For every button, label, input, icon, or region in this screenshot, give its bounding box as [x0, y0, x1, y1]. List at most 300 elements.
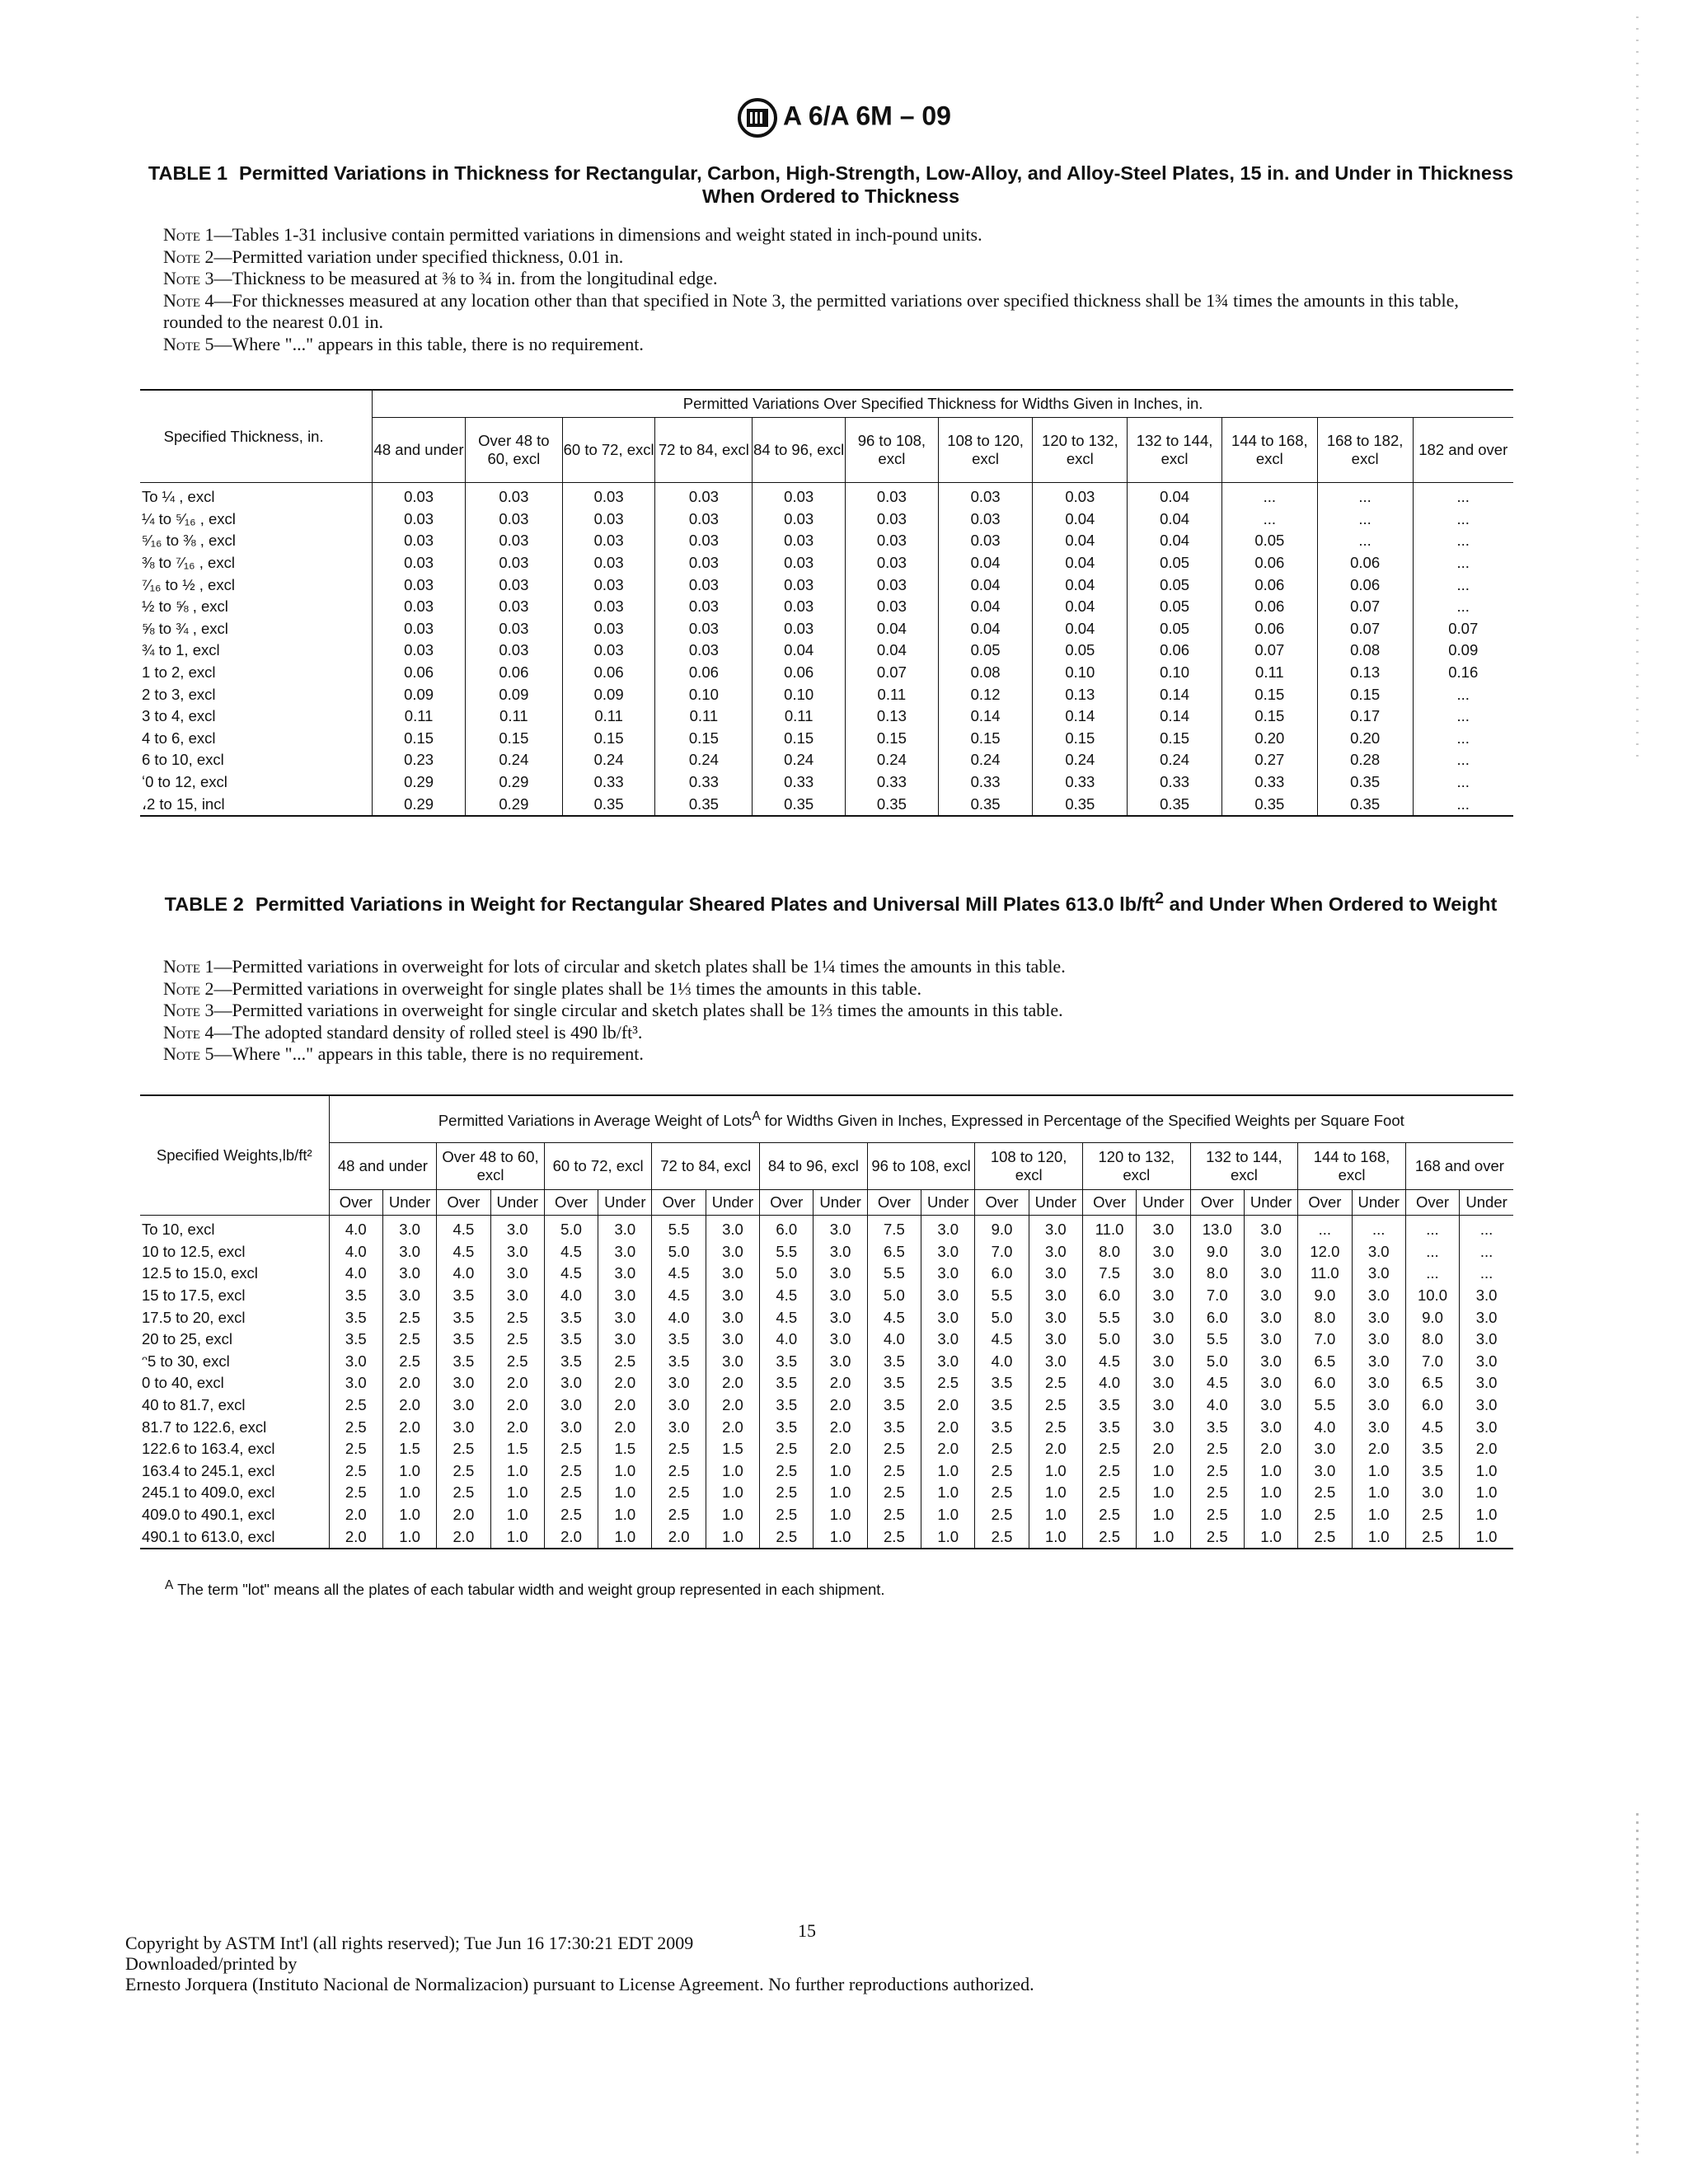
table-cell: 3.0	[1352, 1394, 1405, 1417]
table-cell: 3.0	[1244, 1306, 1297, 1329]
table-cell: 10.0	[1405, 1285, 1459, 1307]
table-cell: 0.24	[562, 749, 655, 771]
table-cell: 0.03	[373, 552, 466, 574]
table-cell: 3.5	[975, 1372, 1029, 1394]
table-cell: 4.5	[1082, 1351, 1136, 1373]
table-cell: 3.0	[1029, 1216, 1082, 1241]
table-cell: 3.0	[382, 1263, 436, 1285]
table-cell: 0.05	[1128, 574, 1222, 596]
column-header: 108 to 120, excl	[938, 418, 1033, 483]
table-cell: 2.5	[1190, 1482, 1244, 1504]
table1	[140, 389, 1513, 817]
table-cell: 0.24	[753, 749, 846, 771]
table-cell: 0.35	[1128, 793, 1222, 816]
table-cell: 3.0	[544, 1416, 598, 1438]
table-cell: 0.03	[465, 509, 562, 531]
table-cell: 3.0	[652, 1372, 706, 1394]
row-label: ⁷⁄₁₆ to ½ , excl	[142, 575, 235, 593]
table-cell: 2.5	[1405, 1504, 1459, 1526]
table-cell: 2.5	[1405, 1526, 1459, 1549]
table-row	[140, 1329, 1513, 1351]
table-cell: 1.0	[1137, 1526, 1190, 1549]
under-header: Under	[382, 1190, 436, 1216]
table-cell: 0.15	[1221, 705, 1317, 728]
table-row	[140, 1241, 1513, 1263]
table-cell: 3.5	[437, 1351, 490, 1373]
table-cell: 2.5	[1029, 1372, 1082, 1394]
table-row	[140, 552, 1513, 574]
table-cell: 4.0	[544, 1285, 598, 1307]
table-cell: 0.05	[1128, 596, 1222, 618]
row-label: 0 to 40, excl	[142, 1374, 224, 1392]
table-cell: 0.03	[465, 552, 562, 574]
table-cell: 0.04	[938, 574, 1033, 596]
table2-title-sup: 2	[1155, 889, 1165, 907]
table-cell: 1.0	[1460, 1526, 1513, 1549]
table-cell: 2.5	[1029, 1416, 1082, 1438]
table2-span-header	[329, 1095, 1513, 1143]
table-cell: 2.0	[652, 1526, 706, 1549]
table-cell: 6.0	[975, 1263, 1029, 1285]
table-cell: 3.0	[1029, 1329, 1082, 1351]
table-cell: 5.0	[1190, 1351, 1244, 1373]
table-cell: 0.09	[465, 683, 562, 705]
table-cell: 3.0	[921, 1329, 975, 1351]
footer-line: Copyright by ASTM Int'l (all rights reserved); Tue Jun 16 17:30:21 EDT 2009	[125, 1933, 694, 1953]
table-cell: 0.06	[753, 662, 846, 684]
table-cell: 0.23	[373, 749, 466, 771]
table-cell: 4.0	[867, 1329, 921, 1351]
table-cell: 3.0	[329, 1372, 382, 1394]
table-cell: 0.28	[1317, 749, 1413, 771]
table-cell: 2.0	[921, 1394, 975, 1417]
table-cell: 0.03	[655, 618, 753, 640]
table-row	[140, 1394, 1513, 1417]
note-label: Note 5	[163, 333, 214, 354]
table-cell: 2.0	[490, 1372, 544, 1394]
table-cell: 2.5	[1190, 1438, 1244, 1460]
row-label: 245.1 to 409.0, excl	[142, 1483, 275, 1502]
table-cell: 0.24	[1128, 749, 1222, 771]
row-label: ⁵⁄₁₆ to ⅜ , excl	[142, 532, 236, 550]
table-cell: 3.0	[1352, 1329, 1405, 1351]
table-cell: 3.0	[598, 1285, 652, 1307]
table-cell: 3.0	[706, 1306, 759, 1329]
table-cell: 0.15	[1033, 728, 1128, 750]
table-row	[140, 1306, 1513, 1329]
table-cell: 0.35	[1221, 793, 1317, 816]
table-cell: 2.5	[437, 1460, 490, 1483]
table-cell: 0.03	[1033, 483, 1128, 509]
table-cell: 0.10	[1128, 662, 1222, 684]
table-cell: 1.0	[1029, 1504, 1082, 1526]
footer-line: Ernesto Jorquera (Instituto Nacional de Normalizacion) pursuant to License Agreement. No further reproductions authorized.	[125, 1974, 1034, 1994]
row-label: 15 to 17.5, excl	[142, 1286, 246, 1305]
row-label: 122.6 to 163.4, excl	[142, 1440, 275, 1458]
table-cell: 5.0	[544, 1216, 598, 1241]
table-cell: 5.5	[1298, 1394, 1352, 1417]
table-cell: 3.0	[382, 1241, 436, 1263]
table-cell: 1.0	[1137, 1460, 1190, 1483]
table-cell: 1.0	[814, 1504, 867, 1526]
table-row	[140, 1504, 1513, 1526]
table-cell: 3.0	[814, 1216, 867, 1241]
table-cell: 2.5	[652, 1460, 706, 1483]
table-cell: 4.5	[437, 1216, 490, 1241]
table-cell: 0.04	[1033, 618, 1128, 640]
table-cell: 0.03	[846, 483, 939, 509]
table-cell: 3.0	[490, 1216, 544, 1241]
table-cell: 2.5	[490, 1351, 544, 1373]
row-label: 10 to 12.5, excl	[142, 1242, 246, 1260]
table-cell: 1.0	[490, 1482, 544, 1504]
table2	[140, 1094, 1513, 1549]
row-label: ⅝ to ¾ , excl	[142, 619, 228, 637]
table-cell: 0.17	[1317, 705, 1413, 728]
table-cell: 4.0	[1082, 1372, 1136, 1394]
table-cell: 3.0	[598, 1306, 652, 1329]
table-cell: 4.5	[652, 1263, 706, 1285]
under-header: Under	[706, 1190, 759, 1216]
table-cell: 0.35	[1033, 793, 1128, 816]
table-cell: 1.0	[382, 1460, 436, 1483]
table-cell: ...	[1413, 705, 1513, 728]
table-cell: 0.35	[846, 793, 939, 816]
table-cell: 4.0	[329, 1241, 382, 1263]
table-cell: 0.07	[846, 662, 939, 684]
table-cell: 3.5	[1405, 1438, 1459, 1460]
table-cell: 3.5	[760, 1394, 814, 1417]
table-cell: 3.5	[544, 1351, 598, 1373]
table-cell: 0.04	[846, 640, 939, 662]
note-label: Note 3	[163, 268, 214, 288]
table-cell: 2.5	[598, 1351, 652, 1373]
table-cell: 6.5	[1405, 1372, 1459, 1394]
table-cell: 0.04	[1033, 574, 1128, 596]
table-row	[140, 1351, 1513, 1373]
table-cell: 0.03	[373, 596, 466, 618]
table-cell: 4.0	[652, 1306, 706, 1329]
row-label: To 10, excl	[142, 1221, 215, 1239]
table-cell: 0.11	[465, 705, 562, 728]
table-cell: 3.0	[544, 1372, 598, 1394]
note-text: —Where "..." appears in this table, there is no requirement.	[213, 333, 644, 354]
table-cell: 0.24	[938, 749, 1033, 771]
table-cell: ...	[1317, 530, 1413, 552]
table-cell: 0.03	[846, 596, 939, 618]
row-label: ،2 to 15, incl	[142, 794, 225, 813]
table-cell: 2.5	[1298, 1526, 1352, 1549]
table-row	[140, 1416, 1513, 1438]
table-cell: 2.5	[975, 1482, 1029, 1504]
table-cell: 2.5	[1190, 1526, 1244, 1549]
table-cell: 0.06	[1221, 596, 1317, 618]
table-cell: 0.03	[465, 483, 562, 509]
note-text: —Permitted variations in overweight for lots of circular and sketch plates shall be 1¼ times the amounts in this table.	[213, 956, 1066, 977]
column-header: 60 to 72, excl	[562, 418, 655, 483]
table-cell: 3.0	[1460, 1285, 1513, 1307]
table-cell: 2.5	[382, 1351, 436, 1373]
table-cell: 3.0	[1137, 1285, 1190, 1307]
table-cell: 1.0	[706, 1460, 759, 1483]
table-cell: 2.5	[867, 1460, 921, 1483]
over-header: Over	[1298, 1190, 1352, 1216]
table-cell: 2.0	[382, 1394, 436, 1417]
table-cell: 2.5	[867, 1504, 921, 1526]
table-cell: 1.0	[1244, 1482, 1297, 1504]
table-cell: ...	[1413, 530, 1513, 552]
table-cell: 0.04	[1033, 509, 1128, 531]
note	[163, 290, 1515, 334]
table-cell: 3.0	[706, 1285, 759, 1307]
table-cell: 0.14	[938, 705, 1033, 728]
table-cell: 4.0	[1190, 1394, 1244, 1417]
note-label: Note 3	[163, 1000, 214, 1020]
under-header: Under	[921, 1190, 975, 1216]
table-cell: ...	[1352, 1216, 1405, 1241]
table-cell: 2.5	[544, 1438, 598, 1460]
note-text: —The adopted standard density of rolled steel is 490 lb/ft³.	[213, 1021, 643, 1043]
table-cell: 6.5	[1298, 1351, 1352, 1373]
table-cell: 2.0	[1244, 1438, 1297, 1460]
table-cell: 0.03	[373, 483, 466, 509]
table-cell: 0.04	[1033, 530, 1128, 552]
table2-span-header-sup: A	[752, 1109, 761, 1124]
table-cell: 2.5	[1082, 1482, 1136, 1504]
table-row	[140, 574, 1513, 596]
table-cell: 0.06	[373, 662, 466, 684]
table-cell: 2.5	[1190, 1460, 1244, 1483]
table-cell: ...	[1221, 483, 1317, 509]
table-cell: 2.5	[652, 1504, 706, 1526]
table-row	[140, 1460, 1513, 1483]
note-text: —Permitted variations in overweight for single circular and sketch plates shall be 1⅔ times the amounts in this table.	[213, 1000, 1063, 1020]
table-cell: 3.0	[1460, 1351, 1513, 1373]
table-cell: 0.03	[465, 574, 562, 596]
table-cell: 0.04	[753, 640, 846, 662]
table-cell: 1.0	[598, 1460, 652, 1483]
table-cell: 3.0	[1137, 1216, 1190, 1241]
table-cell: 4.0	[329, 1216, 382, 1241]
table-cell: 0.33	[562, 771, 655, 794]
table-cell: 0.05	[1128, 552, 1222, 574]
table-cell: 0.03	[938, 509, 1033, 531]
table-row	[140, 640, 1513, 662]
table-cell: 0.33	[753, 771, 846, 794]
table-cell: 4.5	[544, 1263, 598, 1285]
table-cell: 4.0	[760, 1329, 814, 1351]
table-cell: 2.5	[382, 1306, 436, 1329]
table-cell: 0.06	[1221, 618, 1317, 640]
note-text: —Thickness to be measured at ⅜ to ¾ in. from the longitudinal edge.	[213, 268, 718, 288]
table-cell: 0.09	[373, 683, 466, 705]
table-cell: 0.03	[753, 574, 846, 596]
under-header: Under	[598, 1190, 652, 1216]
under-header: Under	[814, 1190, 867, 1216]
table-cell: ...	[1413, 509, 1513, 531]
table-cell: 0.03	[373, 530, 466, 552]
table-cell: 0.05	[938, 640, 1033, 662]
table-cell: 0.08	[1317, 640, 1413, 662]
table2-span-header-a: Permitted Variations in Average Weight of Lots	[438, 1112, 753, 1130]
table-cell: ...	[1413, 771, 1513, 794]
column-header: Over 48 to 60, excl	[437, 1143, 545, 1190]
table-cell: 3.0	[706, 1263, 759, 1285]
table-cell: 3.0	[1029, 1263, 1082, 1285]
table-cell: 0.07	[1221, 640, 1317, 662]
table-cell: 0.11	[1221, 662, 1317, 684]
table-cell: 1.0	[490, 1460, 544, 1483]
table-cell: 0.13	[1033, 683, 1128, 705]
table-cell: 1.0	[1460, 1504, 1513, 1526]
table-row	[140, 530, 1513, 552]
table-cell: 0.11	[846, 683, 939, 705]
table-cell: 1.0	[382, 1482, 436, 1504]
table-cell: 3.5	[652, 1351, 706, 1373]
table-cell: 0.29	[465, 771, 562, 794]
note-label: Note 2	[163, 246, 214, 267]
table-cell: 0.03	[655, 574, 753, 596]
table-cell: 1.0	[1137, 1482, 1190, 1504]
table-cell: 0.03	[655, 596, 753, 618]
astm-logo-icon	[737, 97, 778, 138]
row-label: 12.5 to 15.0, excl	[142, 1264, 258, 1282]
table-cell: 3.5	[975, 1394, 1029, 1417]
table-cell: 0.03	[373, 618, 466, 640]
row-label: 6 to 10, excl	[142, 751, 224, 769]
table-row	[140, 509, 1513, 531]
table-cell: 3.0	[1244, 1372, 1297, 1394]
table-cell: 0.03	[938, 483, 1033, 509]
table-cell: 4.5	[760, 1285, 814, 1307]
table-cell: 0.20	[1317, 728, 1413, 750]
table-cell: 1.0	[1352, 1504, 1405, 1526]
table-cell: 3.0	[814, 1329, 867, 1351]
table-cell: 3.0	[1352, 1372, 1405, 1394]
table-cell: 1.0	[706, 1482, 759, 1504]
table-cell: 2.0	[1352, 1438, 1405, 1460]
column-header: 168 and over	[1405, 1143, 1513, 1190]
table-cell: ...	[1298, 1216, 1352, 1241]
over-header: Over	[652, 1190, 706, 1216]
table-cell: 3.0	[921, 1263, 975, 1285]
table-cell: 6.0	[1405, 1394, 1459, 1417]
table-cell: 3.0	[1137, 1416, 1190, 1438]
note-label: Note 4	[163, 289, 214, 311]
table-cell: 3.0	[1352, 1263, 1405, 1285]
table-cell: 1.0	[706, 1504, 759, 1526]
table-cell: 0.04	[1128, 530, 1222, 552]
table-cell: 3.0	[921, 1351, 975, 1373]
page-number: 15	[798, 1920, 816, 1941]
note	[163, 246, 1515, 269]
scan-artifact	[1636, 16, 1639, 758]
table-cell: 3.0	[1029, 1241, 1082, 1263]
table-cell: 2.5	[760, 1504, 814, 1526]
table-cell: 0.20	[1221, 728, 1317, 750]
table-cell: 0.15	[1128, 728, 1222, 750]
table-cell: 1.0	[1352, 1482, 1405, 1504]
table-cell: 0.06	[1221, 552, 1317, 574]
row-label: 20 to 25, excl	[142, 1330, 233, 1348]
table-cell: 5.5	[867, 1263, 921, 1285]
table-cell: 2.0	[1460, 1438, 1513, 1460]
table-cell: 3.5	[329, 1285, 382, 1307]
table-cell: 2.0	[382, 1416, 436, 1438]
table-cell: 0.09	[562, 683, 655, 705]
table-cell: ...	[1413, 728, 1513, 750]
table-cell: 3.0	[921, 1285, 975, 1307]
table-cell: 0.12	[938, 683, 1033, 705]
row-label: ½ to ⅝ , excl	[142, 598, 228, 616]
table-cell: 3.0	[921, 1306, 975, 1329]
table-cell: 3.0	[1244, 1329, 1297, 1351]
table-cell: 0.33	[1033, 771, 1128, 794]
table-cell: 1.0	[921, 1504, 975, 1526]
table-cell: 3.0	[814, 1285, 867, 1307]
table-cell: 0.15	[938, 728, 1033, 750]
table-cell: 0.27	[1221, 749, 1317, 771]
table-cell: 3.5	[1190, 1416, 1244, 1438]
table-cell: 3.5	[652, 1329, 706, 1351]
table-cell: 3.0	[1298, 1438, 1352, 1460]
table-cell: 2.0	[814, 1394, 867, 1417]
table-cell: 13.0	[1190, 1216, 1244, 1241]
table-cell: 2.5	[329, 1460, 382, 1483]
table-cell: 1.0	[921, 1460, 975, 1483]
table-cell: 3.0	[1244, 1216, 1297, 1241]
note-label: Note 4	[163, 1021, 214, 1043]
table-cell: 3.0	[1137, 1241, 1190, 1263]
table-cell: 0.03	[938, 530, 1033, 552]
table-cell: ...	[1405, 1241, 1459, 1263]
table-cell: 3.0	[1244, 1416, 1297, 1438]
table-row	[140, 1263, 1513, 1285]
table-cell: 1.0	[814, 1482, 867, 1504]
table-cell: 2.0	[706, 1372, 759, 1394]
table-cell: ...	[1317, 483, 1413, 509]
column-header: 72 to 84, excl	[652, 1143, 760, 1190]
table-cell: 3.5	[437, 1329, 490, 1351]
footer-line: Downloaded/printed by	[125, 1953, 298, 1974]
table-cell: 5.0	[652, 1241, 706, 1263]
table-cell: 1.0	[1029, 1482, 1082, 1504]
table-cell: 3.5	[867, 1416, 921, 1438]
table-cell: 0.10	[1033, 662, 1128, 684]
table-cell: 7.0	[1405, 1351, 1459, 1373]
table-cell: 3.0	[1352, 1416, 1405, 1438]
table-cell: 4.5	[975, 1329, 1029, 1351]
table-cell: 2.5	[490, 1329, 544, 1351]
table-cell: 3.0	[1029, 1306, 1082, 1329]
table-cell: 0.14	[1033, 705, 1128, 728]
table-cell: ...	[1413, 483, 1513, 509]
table-row	[140, 1285, 1513, 1307]
table2-title-text-a: Permitted Variations in Weight for Rectangular Sheared Plates and Universal Mill Plates 613.0 lb/ft	[255, 893, 1156, 915]
table1-notes	[163, 224, 1515, 355]
table-cell: 3.0	[921, 1241, 975, 1263]
table-cell: 9.0	[1298, 1285, 1352, 1307]
note	[163, 224, 1515, 246]
table-cell: 3.0	[1137, 1372, 1190, 1394]
table-cell: 2.5	[490, 1306, 544, 1329]
table-cell: 0.09	[1413, 640, 1513, 662]
table-cell: 0.06	[1128, 640, 1222, 662]
table-cell: 0.10	[753, 683, 846, 705]
note	[163, 268, 1515, 290]
table-cell: 0.11	[655, 705, 753, 728]
row-label: 17.5 to 20, excl	[142, 1308, 246, 1326]
